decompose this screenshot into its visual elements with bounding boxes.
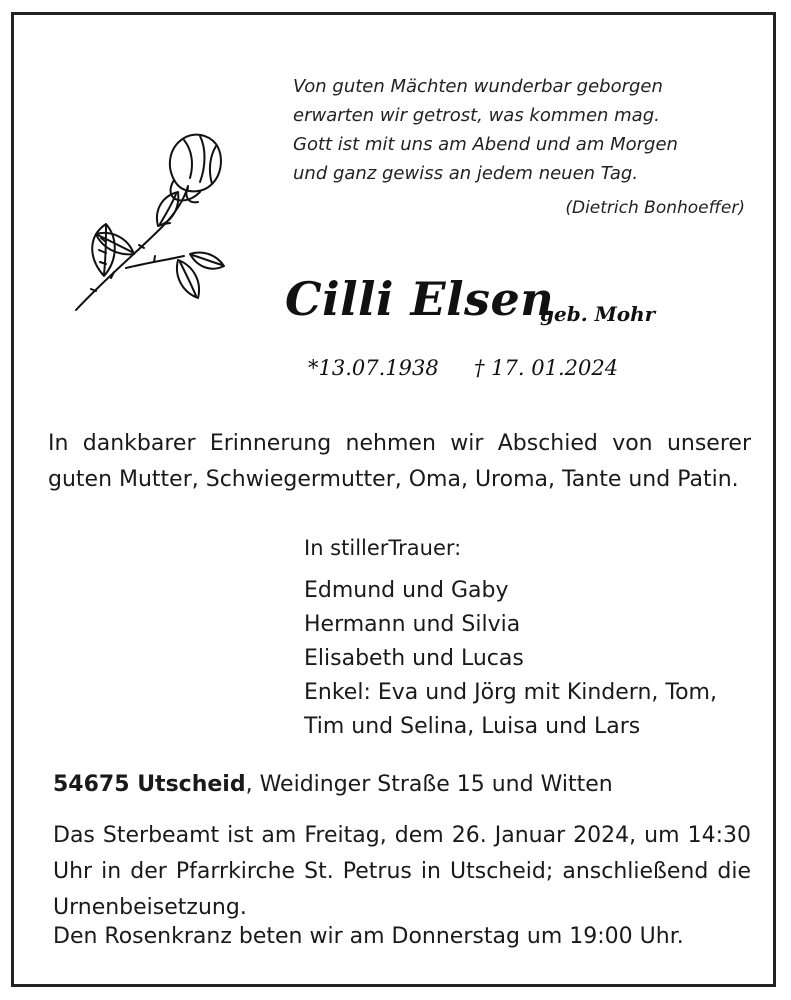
mourner-line: Enkel: Eva und Jörg mit Kindern, Tom, <box>304 680 717 705</box>
bonhoeffer-quote <box>293 72 678 188</box>
rose-icon <box>66 128 238 320</box>
deceased-name: Cilli Elsen <box>285 272 555 326</box>
quote-line: Gott ist mit uns am Abend und am Morgen <box>293 134 678 155</box>
birth-date: *13.07.1938 <box>308 356 439 380</box>
mourner-line: Tim und Selina, Luisa und Lars <box>304 714 641 739</box>
address <box>53 772 613 797</box>
maiden-name: geb. Mohr <box>540 302 656 326</box>
farewell-text: In dankbarer Erinnerung nehmen wir Abschied von unserer guten Mutter, Schwiegermutter, Oma, Uroma, Tante und Patin. <box>48 431 751 492</box>
death-date: † 17. 01.2024 <box>474 356 619 380</box>
quote-line: erwarten wir getrost, was kommen mag. <box>293 105 660 126</box>
mourners-list <box>304 574 717 744</box>
mourners-heading: In stillerTrauer: <box>304 536 462 560</box>
address-street: , Weidinger Straße 15 und Witten <box>245 772 613 797</box>
quote-author: (Dietrich Bonhoeffer) <box>565 198 745 218</box>
mourner-line: Elisabeth und Lucas <box>304 646 524 671</box>
quote-line: und ganz gewiss an jedem neuen Tag. <box>293 163 639 184</box>
mourner-line: Hermann und Silvia <box>304 612 521 637</box>
quote-line: Von guten Mächten wunderbar geborgen <box>293 76 663 97</box>
mourner-line: Edmund und Gaby <box>304 578 509 603</box>
rosary-text: Den Rosenkranz beten wir am Donnerstag um 19:00 Uhr. <box>53 924 684 949</box>
address-city: 54675 Utscheid <box>53 772 246 797</box>
funeral-service-text: Das Sterbeamt ist am Freitag, dem 26. Januar 2024, um 14:30 Uhr in der Pfarrkirche St. Petrus in Utscheid; anschließend die Urnenbeisetzung. <box>53 823 751 920</box>
